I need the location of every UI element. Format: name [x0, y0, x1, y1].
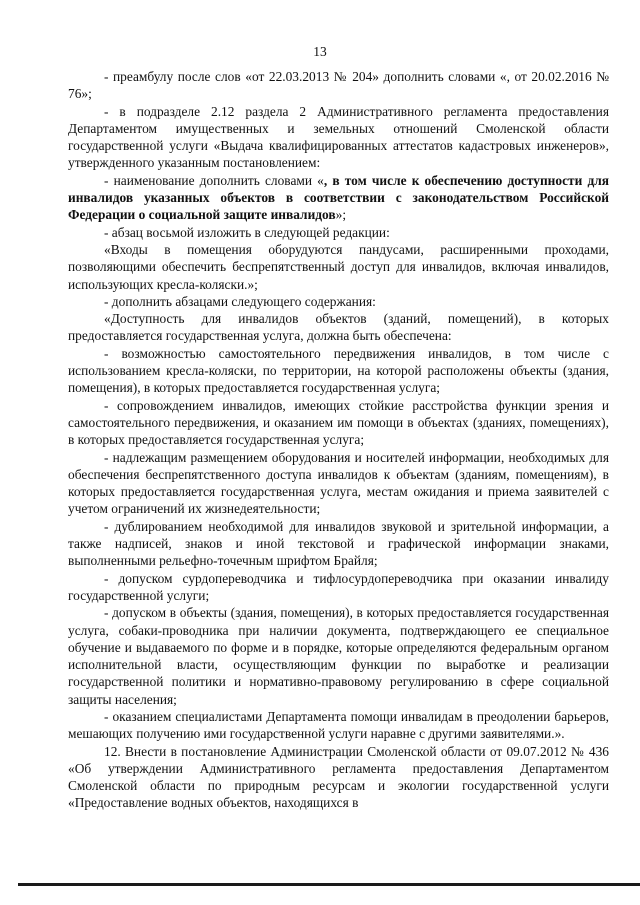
paragraph: 12. Внести в постановление Администрации Смоленской области от 09.07.2012 № 436 «Об утверждении Административного регламента предоставления Департаментом Смоленской области по природным ресурсам и экологии государственной услуги «Предоставление водных объектов, находящихся в [68, 743, 609, 811]
paragraph: - возможностью самостоятельного передвижения инвалидов, в том числе с использованием кресла-коляски, по территории, на которой расположены объекты (здания, помещения), в которых предоставляется государственная услуга; [68, 345, 609, 396]
paragraph: - допуском в объекты (здания, помещения), в которых предоставляется государственная услуга, собаки-проводника при наличии документа, подтверждающего ее специальное обучение и выдаваемого по форме и в порядке, которые определяются федеральным органом исполнительной власти, осуществляющим функции по выработке и реализации государственной политики и нормативно-правовому регулированию в сфере социальной защиты населения; [68, 605, 609, 707]
paragraph: - допуском сурдопереводчика и тифлосурдопереводчика при оказании инвалиду государственной услуги; [68, 570, 609, 603]
paragraph: - абзац восьмой изложить в следующей редакции: [104, 224, 390, 240]
paragraph-text: - наименование дополнить словами « [104, 172, 324, 188]
paragraph: - преамбулу после слов «от 22.03.2013 № 204» дополнить словами «, от 20.02.2016 № 76»; [68, 69, 609, 102]
paragraph: - в подразделе 2.12 раздела 2 Административного регламента предоставления Департаментом имущественных и земельных отношений Смоленской области государственной услуги «Выдача квалифицированных аттестатов кадастровых инженеров», утвержденного указанным постановлением: [68, 103, 609, 171]
document-body [68, 68, 609, 812]
paragraph-text: »; [335, 207, 347, 223]
paragraph-bold-text: , в том числе к обеспечению доступности для инвалидов указанных объектов в соответствии с законодательством Российской Федерации о социальной защите инвалидов [68, 172, 609, 223]
paragraph: - надлежащим размещением оборудования и носителей информации, необходимых для обеспечения беспрепятственного доступа инвалидов к объектам (зданиям, помещениям), в которых предоставляется государственная услуга, местам ожидания и приема заявителей с учетом ограничений их жизнедеятельности; [68, 449, 609, 517]
paragraph: - оказанием специалистами Департамента помощи инвалидам в преодолении барьеров, мешающих получению ими государственной услуги наравне с другими заявителями.». [68, 708, 609, 742]
page-number: 13 [313, 44, 327, 59]
paragraph: - сопровождением инвалидов, имеющих стойкие расстройства функции зрения и самостоятельного передвижения, и оказанием им помощи в объектах (зданиях, помещениях), в которых предоставляется государственная услуга; [68, 397, 609, 448]
paragraph: - дублированием необходимой для инвалидов звуковой и зрительной информации, а также надписей, знаков и иной текстовой и графической информации знаками, выполненными рельефно-точечным шрифтом Брайля; [68, 518, 609, 569]
paragraph: «Входы в помещения оборудуются пандусами, расширенными проходами, позволяющими обеспечить беспрепятственный доступ для инвалидов, включая инвалидов, использующих кресла-коляски.»; [68, 241, 609, 292]
paragraph: «Доступность для инвалидов объектов (зданий, помещений), в которых предоставляется государственная услуга, должна быть обеспечена: [68, 311, 609, 344]
bottom-border-line [18, 883, 640, 886]
paragraph: - дополнить абзацами следующего содержания: [104, 293, 376, 309]
paragraph [68, 172, 609, 224]
